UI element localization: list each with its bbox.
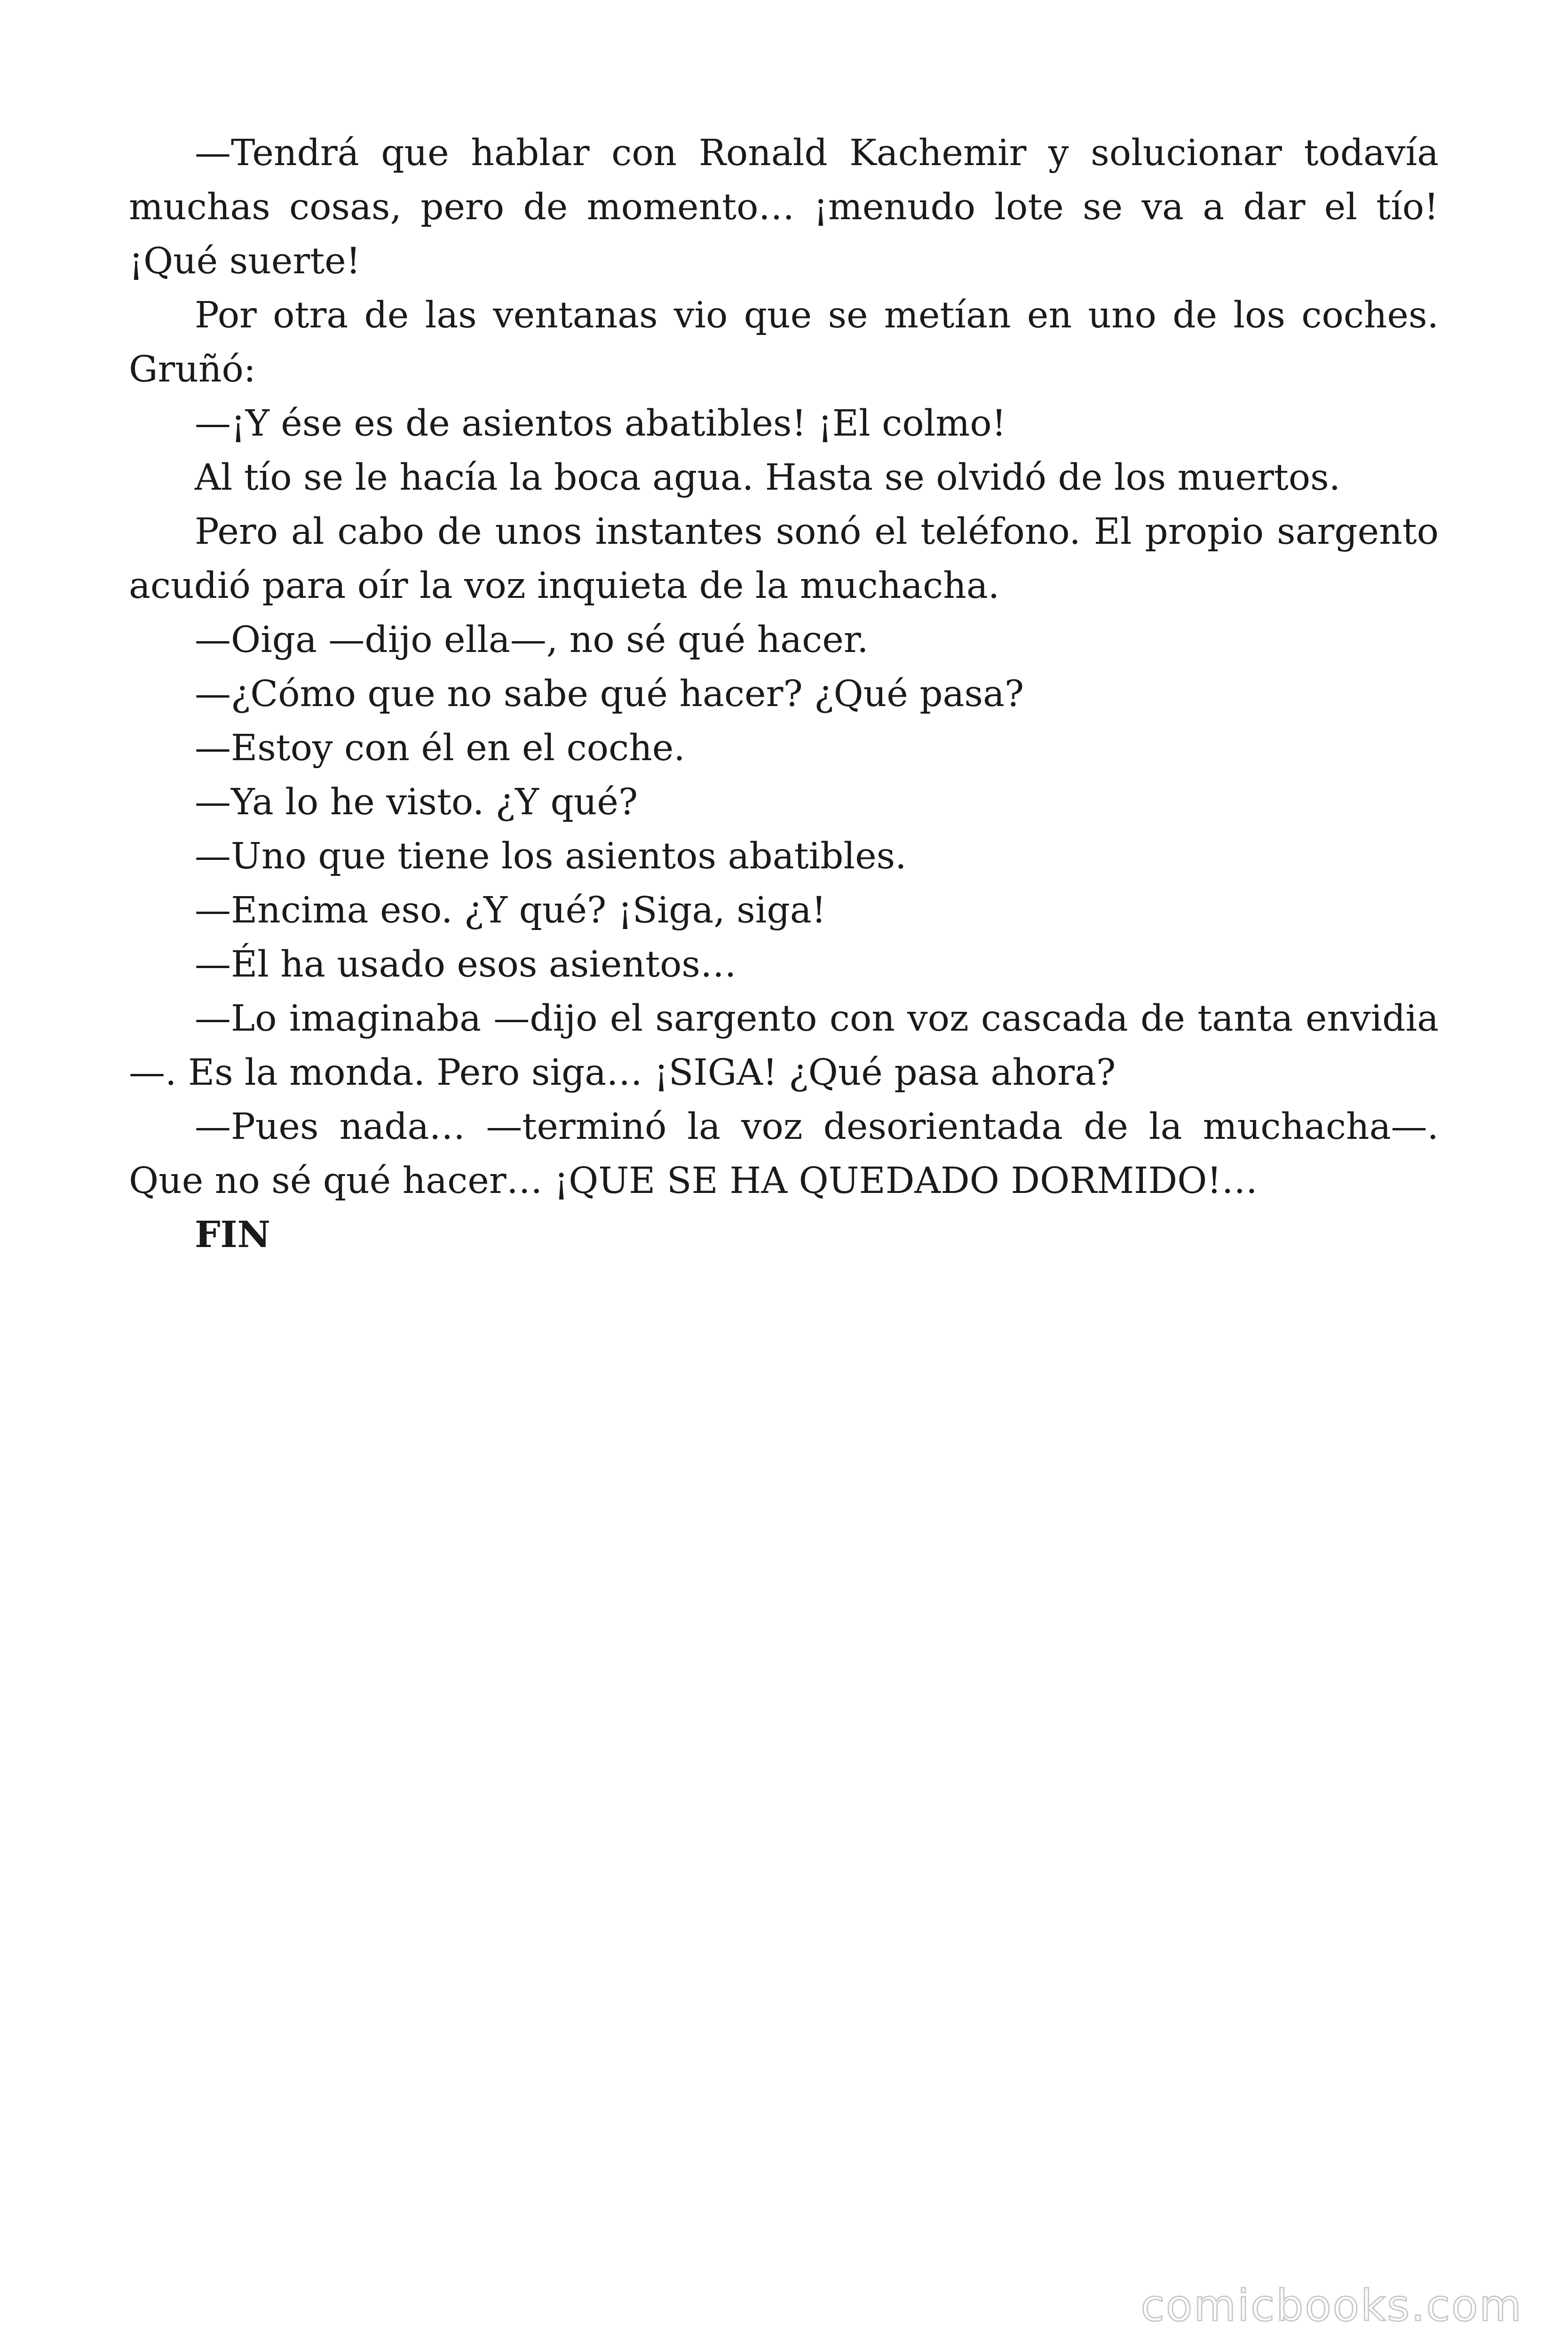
paragraph: —Lo imaginaba —dijo el sargento con voz cascada de tanta envidia—. Es la monda. Pero siga… ¡SIGA! ¿Qué pasa ahora? [129,998,1439,1094]
paragraph: Por otra de las ventanas vio que se metían en uno de los coches. Gruñó: [129,294,1439,390]
watermark-logo: comicbooks.com [1140,2280,1523,2331]
paragraph: —Él ha usado esos asientos… [195,944,736,985]
paragraph: —Tendrá que hablar con Ronald Kachemir y solucionar todavía muchas cosas, pero de momento… ¡menudo lote se va a dar el tío! ¡Qué suerte! [129,132,1439,282]
end-marker: FIN [195,1214,271,1256]
paragraph: —Uno que tiene los asientos abatibles. [195,835,907,877]
paragraph: —Estoy con él en el coche. [195,727,685,769]
paragraph: —¡Y ése es de asientos abatibles! ¡El colmo! [195,403,1006,445]
paragraph: —¿Cómo que no sabe qué hacer? ¿Qué pasa? [195,673,1024,715]
paragraph: —Pues nada… —terminó la voz desorientada de la muchacha—. Que no sé qué hacer… ¡QUE SE HA QUEDADO DORMIDO!… [129,1106,1439,1202]
paragraph: —Ya lo he visto. ¿Y qué? [195,781,638,823]
paragraph: —Encima eso. ¿Y qué? ¡Siga, siga! [195,890,826,931]
paragraph: —Oiga —dijo ella—, no sé qué hacer. [195,619,869,661]
paragraph: Al tío se le hacía la boca agua. Hasta se olvidó de los muertos. [195,457,1341,499]
paragraph: Pero al cabo de unos instantes sonó el teléfono. El propio sargento acudió para oír la voz inquieta de la muchacha. [129,511,1439,607]
page-body [129,126,1439,1262]
